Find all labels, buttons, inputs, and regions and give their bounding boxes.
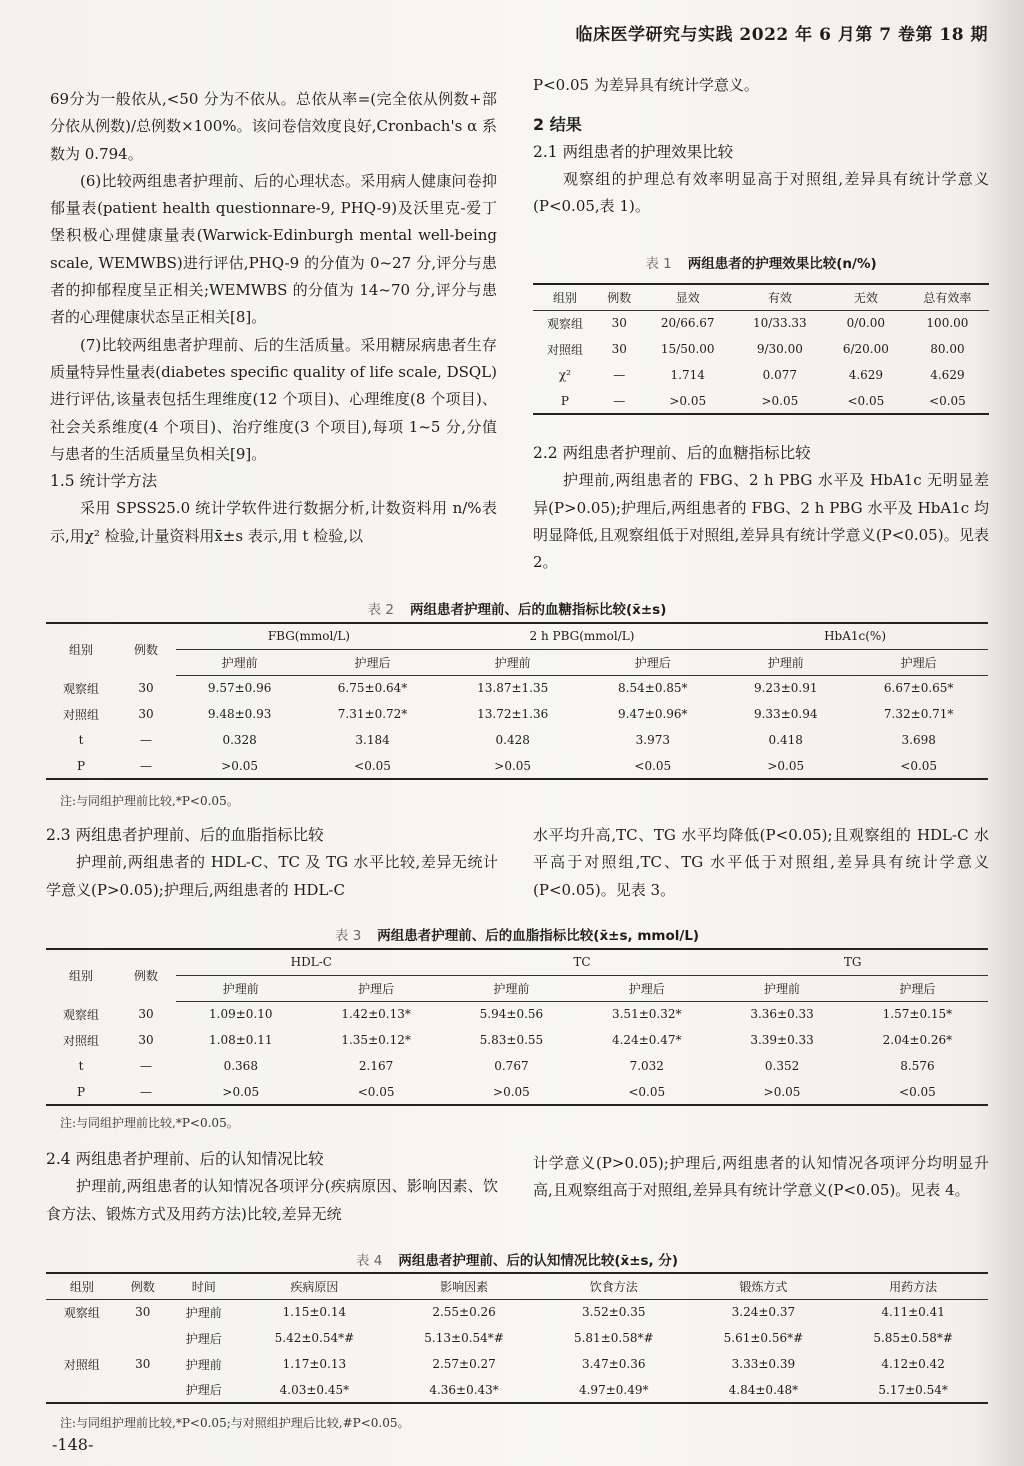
running-header: 临床医学研究与实践 2022 年 6 月第 7 卷第 18 期: [575, 25, 988, 45]
table-cell: [46, 1325, 118, 1351]
table-cell: 护理后: [185, 1383, 222, 1397]
paragraph-2-4-left: 护理前,两组患者的认知情况各项评分(疾病原因、影响因素、饮食方法、锻炼方式及用药方法)比较,差异无统: [46, 1177, 498, 1223]
right-column-2-3: [533, 822, 989, 904]
table3-header-tg: TG: [717, 949, 988, 975]
table1-title: 两组患者的护理效果比较(n/%): [687, 256, 877, 272]
table-cell: 13.87±1.35: [477, 681, 549, 696]
table-cell: —: [613, 368, 626, 382]
table-cell: >0.05: [222, 1084, 260, 1099]
table-cell: 30: [135, 1305, 151, 1320]
table-cell: —: [140, 1059, 152, 1073]
paragraph-2-3-right: 水平均升高,TC、TG 水平均降低(P<0.05);且观察组的 HDL-C 水平高于对照组,TC、TG 水平低于对照组,差异具有统计学意义(P<0.05)。见表 3。: [533, 826, 989, 899]
table3-subheader-cell: 护理前: [717, 975, 847, 1001]
table-cell: <0.05: [899, 1084, 936, 1099]
table-cell: 5.42±0.54*#: [274, 1331, 355, 1345]
table2-number: 表 2: [367, 602, 394, 618]
table4-caption: [46, 1249, 988, 1269]
table3-number: 表 3: [334, 928, 362, 944]
table-cell: 观察组: [63, 1305, 100, 1320]
table-cell: 1.17±0.13: [282, 1357, 347, 1371]
table-row: [46, 1053, 988, 1079]
table1-number: 表 1: [645, 256, 672, 272]
table3-header-tc: TC: [447, 949, 718, 975]
table-row: [46, 753, 988, 779]
table-row: [46, 675, 988, 701]
table-cell: 5.61±0.56*#: [723, 1331, 804, 1345]
paragraph-psychology: (6)比较两组患者护理前、后的心理状态。采用病人健康问卷抑郁量表(patient health questionnare-9, PHQ-9)及沃里克-爱丁堡积极心理健康量表(Warwick-Edinburgh mental well-being scale, WEMWBS)进行评估,PHQ-9 的分值为 0~27 分,评分与患者的抑郁程度呈正相关;WEMWBS 的分值为 14~70 分,评分与患者的心理健康状态呈正相关[8]。: [50, 171, 497, 327]
table-row: [533, 310, 989, 336]
table3-note: 注:与同组护理前比较,*P<0.05。: [60, 1116, 239, 1130]
table-cell: >0.05: [494, 758, 532, 773]
table4-header-cell: 锻炼方式: [689, 1273, 839, 1299]
table-row: [46, 1027, 988, 1053]
table-cell: >0.05: [221, 758, 259, 773]
heading-results: 2 结果: [533, 115, 582, 135]
table1-header-cell: 显效: [642, 284, 734, 310]
paragraph-significance: P<0.05 为差异具有统计学意义。: [533, 76, 759, 94]
table-cell: 5.85±0.58*#: [873, 1331, 953, 1345]
table-cell: 3.51±0.32*: [611, 1007, 682, 1022]
table-cell: 3.47±0.36: [581, 1357, 646, 1371]
table-cell: 4.629: [848, 368, 884, 382]
table-cell: P: [76, 1084, 86, 1099]
paragraph-statistics: 采用 SPSS25.0 统计学软件进行数据分析,计数资料用 n/%表示,用χ² 检验,计量资料用x̄±s 表示,用 t 检验,以: [50, 499, 497, 545]
table4-header-cell: 疾病原因: [240, 1273, 390, 1299]
table1-header-cell: 无效: [826, 284, 906, 310]
table4-header-cell: 饮食方法: [539, 1273, 689, 1299]
table2-header-n: 例数: [133, 643, 158, 657]
table-cell: 护理前: [185, 1357, 222, 1372]
table-cell: 9/30.00: [756, 342, 803, 356]
right-column-2-4: [533, 1150, 989, 1205]
table3-header-group: 组别: [68, 969, 93, 983]
right-column-top: [533, 72, 989, 220]
table2-subheader-cell: 护理后: [584, 649, 723, 675]
table-cell: —: [140, 733, 152, 747]
table-cell: 30: [138, 1007, 154, 1021]
table-cell: t: [78, 1059, 84, 1073]
table-cell: 对照组: [546, 342, 583, 357]
table2-subheader-cell: 护理前: [176, 649, 303, 675]
table2-caption: [46, 598, 988, 618]
table-cell: 0.328: [222, 733, 257, 747]
table-cell: 30: [138, 681, 154, 695]
table-cell: 0.418: [768, 733, 803, 747]
table3-subheader-cell: 护理后: [576, 975, 717, 1001]
table-cell: 20/66.67: [660, 316, 715, 331]
table-cell: 10/33.33: [753, 316, 807, 331]
table-cell: [46, 1377, 118, 1403]
heading-2-3: 2.3 两组患者护理前、后的血脂指标比较: [46, 826, 324, 844]
table-cell: 2.57±0.27: [432, 1357, 496, 1371]
table-cell: 2.55±0.26: [432, 1305, 496, 1320]
table-cell: 30: [138, 1033, 154, 1047]
table-row: [533, 388, 989, 414]
table-cell: <0.05: [929, 393, 966, 408]
table4-number: 表 4: [355, 1253, 383, 1269]
table-cell: 1.42±0.13*: [341, 1007, 411, 1022]
table-cell: 30: [611, 342, 627, 356]
left-column-2-3: [46, 822, 498, 904]
table-row: [46, 1351, 988, 1377]
table-cell: >0.05: [767, 758, 805, 773]
table2-subheader-cell: 护理后: [849, 649, 988, 675]
table3-header-hdl: HDL-C: [176, 949, 447, 975]
table-cell: <0.05: [354, 758, 391, 773]
table2-subheader-cell: 护理后: [303, 649, 442, 675]
table-cell: 护理前: [185, 1305, 222, 1320]
table3-subheader-cell: 护理后: [306, 975, 447, 1001]
table3-subheader-cell: 护理前: [176, 975, 306, 1001]
table-cell: 观察组: [62, 681, 99, 696]
table-row: [46, 1079, 988, 1105]
table-cell: P: [560, 393, 569, 408]
left-column-top: [50, 86, 497, 550]
table-cell: 4.84±0.48*: [728, 1382, 799, 1397]
paragraph-2-4-right: 计学意义(P>0.05);护理后,两组患者的认知情况各项评分均明显升高,且观察组高于对照组,差异具有统计学意义(P<0.05)。见表 4。: [533, 1154, 989, 1200]
table-cell: 5.94±0.56: [479, 1007, 544, 1022]
table-cell: 30: [138, 707, 154, 721]
paragraph-quality-of-life: (7)比较两组患者护理前、后的生活质量。采用糖尿病患者生存质量特异性量表(diabetes specific quality of life scale, DSQL)进行评估,该量表包括生理维度(12 个项目)、心理维度(8 个项目)、社会关系维度(4 个项目)、治疗维度(3 个项目),每项 1~5 分,分值与患者的生活质量呈负相关[9]。: [50, 335, 497, 463]
table-cell: 护理后: [185, 1331, 222, 1346]
table1-header-cell: 例数: [597, 284, 642, 310]
table3-subheader-cell: 护理后: [847, 975, 988, 1001]
table2-subheader-cell: 护理前: [722, 649, 849, 675]
table-cell: 4.11±0.41: [881, 1305, 945, 1320]
table-cell: 0/0.00: [846, 316, 886, 331]
table-cell: 8.54±0.85*: [618, 681, 688, 696]
table-cell: 1.09±0.10: [209, 1007, 273, 1022]
table-cell: 1.15±0.14: [282, 1305, 347, 1320]
table-cell: <0.05: [634, 758, 672, 773]
table-cell: 对照组: [63, 1357, 100, 1372]
table-cell: 0.428: [495, 733, 530, 747]
table-cell: 4.24±0.47*: [611, 1033, 682, 1047]
table-cell: 7.032: [629, 1059, 664, 1073]
paragraph-2-2: 护理前,两组患者的 FBG、2 h PBG 水平及 HbA1c 无明显差异(P>0.05);护理后,两组患者的 FBG、2 h PBG 水平及 HbA1c 均明显降低,且观察组低于对照组,差异具有统计学意义(P<0.05)。见表 2。: [533, 471, 989, 572]
table-cell: —: [613, 393, 626, 408]
table-cell: 80.00: [930, 342, 965, 356]
table2-subheader-cell: 护理前: [442, 649, 584, 675]
table-cell: >0.05: [761, 393, 799, 408]
table4-note: 注:与同组护理前比较,*P<0.05;与对照组护理后比较,#P<0.05。: [60, 1416, 410, 1430]
right-column-2-2: [533, 440, 989, 576]
table-row: [533, 336, 989, 362]
table2-header-hba1c: HbA1c(%): [722, 623, 988, 649]
paragraph-2-1: 观察组的护理总有效率明显高于对照组,差异具有统计学意义(P<0.05,表 1)。: [533, 169, 989, 216]
table-cell: 5.81±0.58*#: [573, 1331, 654, 1345]
table-cell: 1.08±0.11: [209, 1033, 273, 1047]
table-cell: 9.47±0.96*: [618, 707, 688, 721]
table4-title: 两组患者护理前、后的认知情况比较(x̄±s, 分): [398, 1253, 679, 1269]
table-cell: >0.05: [493, 1084, 530, 1099]
table-cell: 5.13±0.54*#: [424, 1331, 504, 1345]
table-cell: 4.629: [930, 368, 965, 382]
table-cell: —: [140, 758, 152, 773]
table-cell: 3.184: [355, 733, 390, 747]
table-cell: 3.33±0.39: [731, 1357, 796, 1371]
table-cell: [118, 1377, 168, 1403]
table4: [46, 1272, 988, 1404]
table3-subheader-cell: 护理前: [447, 975, 577, 1001]
table2-header-pbg: 2 h PBG(mmol/L): [442, 623, 722, 649]
table-cell: 4.03±0.45*: [279, 1382, 350, 1397]
table-cell: 1.57±0.15*: [882, 1007, 953, 1022]
table-cell: —: [140, 1084, 152, 1099]
table-cell: <0.05: [357, 1084, 395, 1099]
table-cell: 30: [135, 1357, 151, 1371]
page-number: -148-: [52, 1435, 94, 1454]
table2-header-group: 组别: [68, 643, 93, 657]
table-cell: t: [78, 733, 84, 747]
table-row: [46, 1325, 988, 1351]
table-row: [46, 1377, 988, 1403]
table-cell: 15/50.00: [660, 342, 715, 356]
paragraph-compliance: 69分为一般依从,<50 分为不依从。总依从率=(完全依从例数+部分依从例数)/总例数×100%。该问卷信效度良好,Cronbach's α 系数为 0.794。: [50, 90, 497, 163]
table-cell: 0.352: [764, 1059, 800, 1073]
table1-header-cell: 总有效率: [906, 284, 989, 310]
table-cell: 4.97±0.49*: [578, 1382, 649, 1397]
table-cell: 0.368: [223, 1059, 258, 1073]
table-cell: 5.83±0.55: [479, 1033, 544, 1047]
table2-header-fbg: FBG(mmol/L): [176, 623, 442, 649]
table-cell: 对照组: [62, 1033, 99, 1048]
table-cell: 6.75±0.64*: [337, 681, 408, 696]
table1: [533, 283, 989, 415]
heading-1-5: 1.5 统计学方法: [50, 472, 158, 491]
table3: [46, 948, 988, 1106]
table-cell: 1.35±0.12*: [341, 1033, 411, 1047]
heading-2-2: 2.2 两组患者护理前、后的血糖指标比较: [533, 444, 811, 462]
table-cell: 2.04±0.26*: [882, 1033, 953, 1047]
table3-title: 两组患者护理前、后的血脂指标比较(x̄±s, mmol/L): [377, 928, 700, 944]
table-cell: 13.72±1.36: [477, 707, 549, 721]
table-cell: <0.05: [628, 1084, 666, 1099]
heading-2-4: 2.4 两组患者护理前、后的认知情况比较: [46, 1150, 324, 1168]
table-cell: 7.32±0.71*: [883, 707, 954, 721]
table-cell: 3.39±0.33: [750, 1033, 814, 1047]
table-row: [46, 1001, 988, 1027]
table-cell: <0.05: [900, 758, 938, 773]
table-cell: χ²: [558, 368, 571, 382]
table-cell: 6.67±0.65*: [883, 681, 954, 696]
table-cell: 观察组: [62, 1007, 99, 1022]
heading-2-1: 2.1 两组患者的护理效果比较: [533, 142, 734, 161]
table2: [46, 622, 988, 780]
table2-note: 注:与同组护理前比较,*P<0.05。: [60, 794, 239, 808]
left-column-2-4: [46, 1146, 498, 1228]
table1-header-cell: 组别: [533, 284, 597, 310]
table-cell: 0.767: [494, 1059, 529, 1073]
table-cell: 9.33±0.94: [753, 707, 818, 721]
table-row: [533, 362, 989, 388]
table-cell: 4.36±0.43*: [429, 1382, 499, 1397]
table4-header-cell: 时间: [168, 1273, 240, 1299]
table1-caption: [533, 252, 989, 272]
table-cell: 7.31±0.72*: [337, 707, 408, 721]
table-cell: 3.52±0.35: [581, 1305, 646, 1320]
table-cell: 3.36±0.33: [750, 1007, 814, 1022]
table-cell: 30: [611, 316, 627, 331]
table4-header-cell: 用药方法: [838, 1273, 988, 1299]
table-cell: 8.576: [900, 1059, 935, 1073]
table4-header-cell: 影响因素: [389, 1273, 539, 1299]
table-row: [46, 1299, 988, 1325]
table-cell: [118, 1325, 168, 1351]
table-cell: 9.48±0.93: [207, 707, 272, 721]
table2-title: 两组患者护理前、后的血糖指标比较(x̄±s): [409, 602, 667, 618]
table-cell: >0.05: [669, 393, 707, 408]
table-cell: 1.714: [670, 368, 705, 382]
table-cell: 4.12±0.42: [881, 1357, 945, 1371]
table-cell: 5.17±0.54*: [878, 1382, 948, 1397]
table-cell: 3.24±0.37: [731, 1305, 796, 1320]
table-cell: 观察组: [546, 316, 583, 331]
table-cell: 3.973: [635, 733, 670, 747]
table-cell: 6/20.00: [842, 342, 889, 356]
table3-header-n: 例数: [133, 969, 158, 983]
table-cell: <0.05: [847, 393, 885, 408]
table-cell: 对照组: [62, 707, 99, 722]
table-cell: 9.57±0.96: [207, 681, 272, 696]
paragraph-2-3-left: 护理前,两组患者的 HDL-C、TC 及 TG 水平比较,差异无统计学意义(P>0.05);护理后,两组患者的 HDL-C: [46, 853, 498, 899]
table3-caption: [46, 924, 988, 944]
table-cell: 100.00: [926, 316, 969, 331]
table4-header-cell: 组别: [46, 1273, 118, 1299]
table-row: [46, 727, 988, 753]
table-cell: >0.05: [763, 1084, 801, 1099]
table-cell: 3.698: [901, 733, 936, 747]
table-cell: 9.23±0.91: [753, 681, 818, 696]
table-row: [46, 701, 988, 727]
table-cell: 0.077: [762, 368, 798, 382]
table4-header-cell: 例数: [118, 1273, 168, 1299]
table1-header-cell: 有效: [734, 284, 826, 310]
table-cell: P: [76, 758, 86, 773]
table-cell: 2.167: [358, 1059, 394, 1073]
